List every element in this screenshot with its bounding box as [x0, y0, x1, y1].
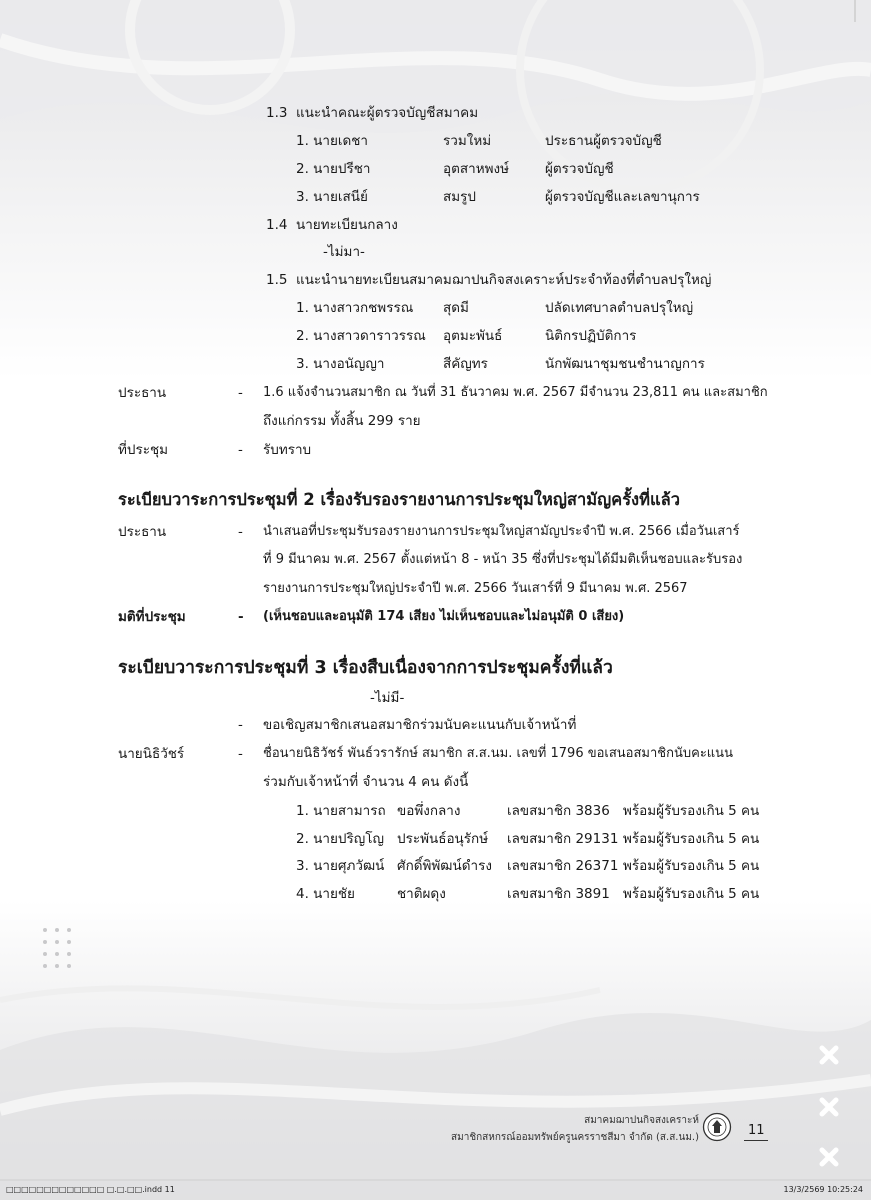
- print-slug-filename: □□□□□□□□□□□□□ □.□.□□.indd 11: [6, 1185, 175, 1194]
- s15-row3-role: นักพัฒนาชุมชนชำนาญการ: [545, 356, 705, 372]
- agenda2-line1: นำเสนอที่ประชุมรับรองรายงานการประชุมใหญ่สามัญประจำปี พ.ศ. 2566 เมื่อวันเสาร์: [263, 524, 740, 539]
- s13-row1-surname: รวมใหม่: [443, 133, 492, 149]
- s15-row1-name: 1. นางสาวกชพรรณ: [296, 300, 414, 316]
- agenda2-resolution-label: มติที่ประชุม: [118, 609, 186, 625]
- agenda2-dash: -: [238, 524, 243, 540]
- counter-row4-name: 4. นายชัย: [296, 886, 355, 902]
- s13-title: แนะนำคณะผู้ตรวจบัญชีสมาคม: [296, 105, 479, 121]
- agenda3-heading: ระเบียบวาระการประชุมที่ 3 เรื่องสืบเนื่องจากการประชุมครั้งที่แล้ว: [118, 658, 613, 678]
- agenda2-speaker: ประธาน: [118, 524, 167, 540]
- counter-row3-member-no: เลขสมาชิก 26371: [507, 858, 619, 874]
- s15-row3-surname: สีคัญทร: [443, 356, 488, 372]
- s13-row3-name: 3. นายเสนีย์: [296, 189, 368, 205]
- agenda2-line2: ที่ 9 มีนาคม พ.ศ. 2567 ตั้งแต่หน้า 8 - หน้า 35 ซึ่งที่ประชุมได้มีมติเห็นชอบและรับรอง: [263, 552, 743, 567]
- ack-text: รับทราบ: [263, 442, 312, 458]
- s13-row1-name: 1. นายเดชา: [296, 133, 369, 149]
- counter-row4-note: พร้อมผู้รับรองเกิน 5 คน: [623, 886, 760, 902]
- print-slug-timestamp: 13/3/2569 10:25:24: [783, 1185, 863, 1194]
- counter-row3-name: 3. นายศุภวัฒน์: [296, 858, 385, 874]
- agenda3-line2: ร่วมกับเจ้าหน้าที่ จำนวน 4 คน ดังนี้: [263, 774, 469, 790]
- footer-org-line2: สมาชิกสหกรณ์ออมทรัพย์ครูนครราชสีมา จำกัด (ส.ส.นม.): [451, 1132, 699, 1143]
- s13-num: 1.3: [266, 105, 288, 121]
- s14-note: -ไม่มา-: [323, 244, 365, 260]
- counter-row4-surname: ชาติผดุง: [397, 886, 446, 902]
- s13-row1-role: ประธานผู้ตรวจบัญชี: [545, 133, 662, 149]
- s13-row2-role: ผู้ตรวจบัญชี: [545, 161, 614, 177]
- s15-row3-name: 3. นางอนัญญา: [296, 356, 385, 372]
- page-number-underline: [744, 1140, 768, 1141]
- s13-row3-role: ผู้ตรวจบัญชีและเลขานุการ: [545, 189, 700, 205]
- counter-row1-name: 1. นายสามารถ: [296, 803, 386, 819]
- s15-row2-surname: อุตมะพันธ์: [443, 328, 503, 344]
- s15-row1-surname: สุดมี: [443, 300, 469, 316]
- agenda3-speaker: นายนิธิวัชร์: [118, 746, 185, 762]
- s15-row2-name: 2. นางสาวดาราวรรณ: [296, 328, 426, 344]
- s13-row2-name: 2. นายปรีชา: [296, 161, 371, 177]
- counter-row3-surname: ศักดิ์พิพัฒน์ดำรง: [397, 858, 492, 874]
- counter-row1-surname: ขอพึ่งกลาง: [397, 803, 461, 819]
- counter-row4-member-no: เลขสมาชิก 3891: [507, 886, 610, 902]
- agenda2-line3: รายงานการประชุมใหญ่ประจำปี พ.ศ. 2566 วันเสาร์ที่ 9 มีนาคม พ.ศ. 2567: [263, 581, 688, 596]
- s15-num: 1.5: [266, 272, 288, 288]
- counter-row3-note: พร้อมผู้รับรองเกิน 5 คน: [623, 858, 760, 874]
- agenda3-invite-dash: -: [238, 717, 243, 733]
- s13-row3-surname: สมรูป: [443, 189, 476, 205]
- agenda2-resolution: (เห็นชอบและอนุมัติ 174 เสียง ไม่เห็นชอบและไม่อนุมัติ 0 เสียง): [263, 609, 625, 624]
- agenda3-none: -ไม่มี-: [370, 690, 405, 706]
- s14-num: 1.4: [266, 217, 288, 233]
- association-seal-icon: [702, 1112, 732, 1142]
- ack-speaker: ที่ประชุม: [118, 442, 169, 458]
- s15-row1-role: ปลัดเทศบาลตำบลปรุใหญ่: [545, 300, 694, 316]
- ack-dash: -: [238, 442, 243, 458]
- counter-row2-note: พร้อมผู้รับรองเกิน 5 คน: [623, 831, 760, 847]
- s16-line2: ถึงแก่กรรม ทั้งสิ้น 299 ราย: [263, 413, 421, 429]
- counter-row2-member-no: เลขสมาชิก 29131: [507, 831, 619, 847]
- s13-row2-surname: อุตสาหพงษ์: [443, 161, 509, 177]
- counter-row1-member-no: เลขสมาชิก 3836: [507, 803, 610, 819]
- agenda2-resolution-dash: -: [238, 609, 244, 625]
- counter-row1-note: พร้อมผู้รับรองเกิน 5 คน: [623, 803, 760, 819]
- page-number: 11: [748, 1123, 765, 1138]
- footer-org-line1: สมาคมฌาปนกิจสงเคราะห์: [584, 1115, 699, 1126]
- agenda3-dash: -: [238, 746, 243, 762]
- s15-title: แนะนำนายทะเบียนสมาคมฌาปนกิจสงเคราะห์ประจำท้องที่ตำบลปรุใหญ่: [296, 272, 712, 288]
- s16-line1: 1.6 แจ้งจำนวนสมาชิก ณ วันที่ 31 ธันวาคม พ.ศ. 2567 มีจำนวน 23,811 คน และสมาชิก: [263, 385, 768, 400]
- s15-row2-role: นิติกรปฏิบัติการ: [545, 328, 637, 344]
- counter-row2-surname: ประพันธ์อนุรักษ์: [397, 831, 489, 847]
- agenda2-heading: ระเบียบวาระการประชุมที่ 2 เรื่องรับรองรายงานการประชุมใหญ่สามัญครั้งที่แล้ว: [118, 490, 680, 509]
- counter-row2-name: 2. นายปริญโญ: [296, 831, 384, 847]
- agenda3-line1: ชื่อนายนิธิวัชร์ พันธ์วรารักษ์ สมาชิก ส.ส.นม. เลขที่ 1796 ขอเสนอสมาชิกนับคะแนน: [263, 746, 733, 761]
- s16-speaker: ประธาน: [118, 385, 167, 401]
- s16-dash: -: [238, 385, 243, 401]
- agenda3-invite: ขอเชิญสมาชิกเสนอสมาชิกร่วมนับคะแนนกับเจ้าหน้าที่: [263, 717, 577, 733]
- s14-title: นายทะเบียนกลาง: [296, 217, 398, 233]
